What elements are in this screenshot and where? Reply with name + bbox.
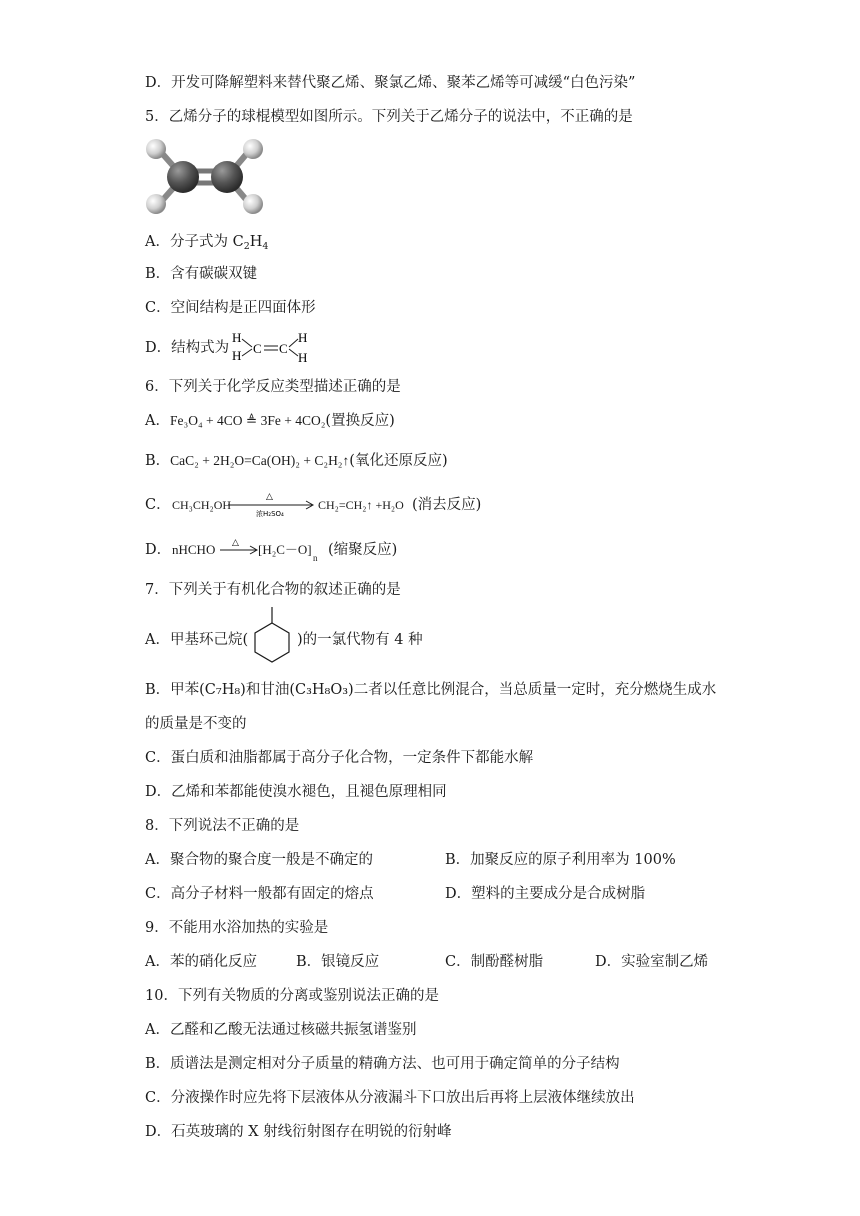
q9-option-d: D．实验室制乙烯 — [595, 954, 709, 970]
q7-option-c: C．蛋白质和油脂都属于高分子化合物，一定条件下都能水解 — [145, 750, 534, 766]
q6-c-type: (消去反应) — [412, 497, 482, 513]
q6-option-a: A．Fe₃O₄ + 4CO ≜ 3Fe + 4CO₂(置换反应) — [145, 413, 395, 429]
q7-option-a-post: )的一氯代物有 4 种 — [297, 632, 423, 648]
ethylene-structural-formula — [228, 330, 314, 366]
q6-d-n: n — [313, 553, 318, 563]
q6-option-d: D． — [145, 542, 172, 558]
ethylene-ball-stick-model — [143, 137, 267, 217]
q6-d-right: [H₂C－O] — [258, 542, 312, 557]
q4-option-d: D．开发可降解塑料来替代聚乙烯、聚氯乙烯、聚苯乙烯等可减缓“白色污染” — [145, 75, 636, 91]
struct-h4: H — [298, 350, 308, 365]
q9-option-a: A．苯的硝化反应 — [145, 954, 257, 970]
q8-stem: 8．下列说法不正确的是 — [145, 818, 300, 834]
q6-d-arrow — [220, 536, 260, 556]
q8-option-c: C．高分子材料一般都有固定的熔点 — [145, 886, 374, 902]
q6-d-cond: △ — [232, 538, 239, 548]
q5-option-d: D．结构式为 — [145, 340, 230, 356]
q5-option-a: A．分子式为 $C_2H_4$ — [145, 234, 269, 252]
q10-option-b: B．质谱法是测定相对分子质量的精确方法、也可用于确定简单的分子结构 — [145, 1056, 620, 1072]
q6-d-left: nHCHO — [172, 542, 216, 557]
q7-option-a-pre: A．甲基环己烷( — [145, 632, 249, 648]
struct-c2: C — [279, 341, 288, 356]
q6-c-cond-top: △ — [266, 492, 273, 502]
q6-d-type: (缩聚反应) — [328, 542, 398, 558]
q5-option-c: C．空间结构是正四面体形 — [145, 300, 316, 316]
q6-b-formula: CaC₂ + 2H₂O=Ca(OH)₂ + C₂H₂↑ — [170, 453, 350, 468]
q7-option-b-line2: 的质量是不变的 — [145, 716, 247, 732]
q5-stem: 5．乙烯分子的球棍模型如图所示。下列关于乙烯分子的说法中，不正确的是 — [145, 109, 633, 125]
q5-option-b: B．含有碳碳双键 — [145, 266, 258, 282]
q10-stem: 10．下列有关物质的分离或鉴别说法正确的是 — [145, 988, 439, 1004]
q8-option-a: A．聚合物的聚合度一般是不确定的 — [145, 852, 373, 868]
q6-c-arrow — [228, 490, 316, 520]
q10-option-a: A．乙醛和乙酸无法通过核磁共振氢谱鉴别 — [145, 1022, 417, 1038]
q9-option-b: B．银镜反应 — [296, 954, 380, 970]
q8-option-b: B．加聚反应的原子利用率为 100% — [445, 852, 676, 868]
q6-stem: 6．下列关于化学反应类型描述正确的是 — [145, 379, 401, 395]
q6-c-right: CH₂=CH₂↑ +H₂O — [318, 498, 404, 512]
q6-a-formula: Fe₃O₄ + 4CO ≜ 3Fe + 4CO₂ — [169, 413, 326, 428]
q6-option-b: B．CaC₂ + 2H₂O=Ca(OH)₂ + C₂H₂↑(氧化还原反应) — [145, 453, 448, 469]
q7-option-b-line1: B．甲苯(C₇H₈)和甘油(C₃H₈O₃)二者以任意比例混合，当总质量一定时，充分燃烧生成水 — [145, 682, 717, 698]
struct-c1: C — [253, 341, 262, 356]
q6-c-cond-bottom: 浓H₂SO₄ — [256, 510, 284, 518]
q7-option-d: D．乙烯和苯都能使溴水褪色，且褪色原理相同 — [145, 784, 447, 800]
struct-h1: H — [232, 330, 242, 345]
methylcyclohexane-structure — [249, 605, 295, 665]
struct-h2: H — [232, 348, 242, 363]
q6-c-left: CH₃CH₂OH — [172, 498, 232, 512]
q10-option-c: C．分液操作时应先将下层液体从分液漏斗下口放出后再将上层液体继续放出 — [145, 1090, 635, 1106]
q8-option-d: D．塑料的主要成分是合成树脂 — [445, 886, 646, 902]
q9-stem: 9．不能用水浴加热的实验是 — [145, 920, 329, 936]
q6-option-c: C． — [145, 497, 171, 513]
q9-option-c: C．制酚醛树脂 — [445, 954, 544, 970]
q10-option-d: D．石英玻璃的 X 射线衍射图存在明锐的衍射峰 — [145, 1124, 452, 1140]
q7-stem: 7．下列关于有机化合物的叙述正确的是 — [145, 582, 401, 598]
struct-h3: H — [298, 330, 308, 345]
